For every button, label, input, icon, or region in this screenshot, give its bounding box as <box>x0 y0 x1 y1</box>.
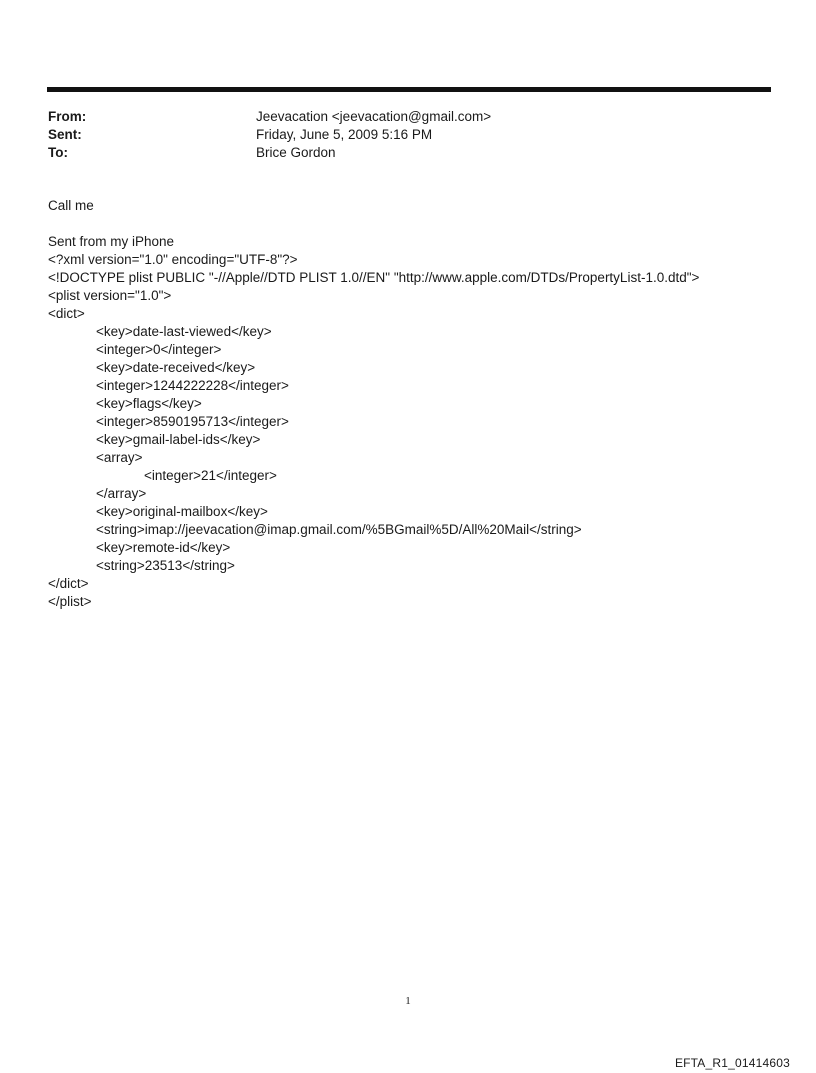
xml-line: <?xml version="1.0" encoding="UTF-8"?> <box>48 252 298 267</box>
xml-line: <integer>21</integer> <box>144 468 277 483</box>
xml-line: <key>date-last-viewed</key> <box>96 324 272 339</box>
xml-line: <key>original-mailbox</key> <box>96 504 268 519</box>
xml-line: </dict> <box>48 576 89 591</box>
xml-line: <integer>8590195713</integer> <box>96 414 289 429</box>
xml-line: </plist> <box>48 594 92 609</box>
signature-text: Sent from my iPhone <box>48 234 175 249</box>
sent-value: Friday, June 5, 2009 5:16 PM <box>256 127 433 142</box>
xml-line: <string>23513</string> <box>96 558 235 573</box>
xml-line: <key>remote-id</key> <box>96 540 231 555</box>
to-value: Brice Gordon <box>256 145 336 160</box>
xml-line: <key>date-received</key> <box>96 360 256 375</box>
xml-line: <key>flags</key> <box>96 396 202 411</box>
xml-line: <dict> <box>48 306 85 321</box>
xml-line: <array> <box>96 450 143 465</box>
xml-line: <key>gmail-label-ids</key> <box>96 432 261 447</box>
xml-line: <integer>1244222228</integer> <box>96 378 289 393</box>
xml-line: <string>imap://jeevacation@imap.gmail.com/%5BGmail%5D/All%20Mail</string> <box>96 522 582 537</box>
bates-number: EFTA_R1_01414603 <box>674 1056 790 1070</box>
xml-line: <integer>0</integer> <box>96 342 222 357</box>
greeting-text: Call me <box>48 198 94 213</box>
header-rule <box>47 87 771 92</box>
page-number: 1 <box>405 995 411 1007</box>
to-label: To: <box>48 145 68 160</box>
from-value: Jeevacation <jeevacation@gmail.com> <box>256 109 492 124</box>
xml-line: </array> <box>96 486 147 501</box>
xml-line: <!DOCTYPE plist PUBLIC "-//Apple//DTD PLIST 1.0//EN" "http://www.apple.com/DTDs/PropertyList-1.0.dtd"> <box>48 270 700 285</box>
xml-line: <plist version="1.0"> <box>48 288 172 303</box>
email-body <box>48 197 788 611</box>
sent-label: Sent: <box>48 127 82 142</box>
from-label: From: <box>48 109 87 124</box>
